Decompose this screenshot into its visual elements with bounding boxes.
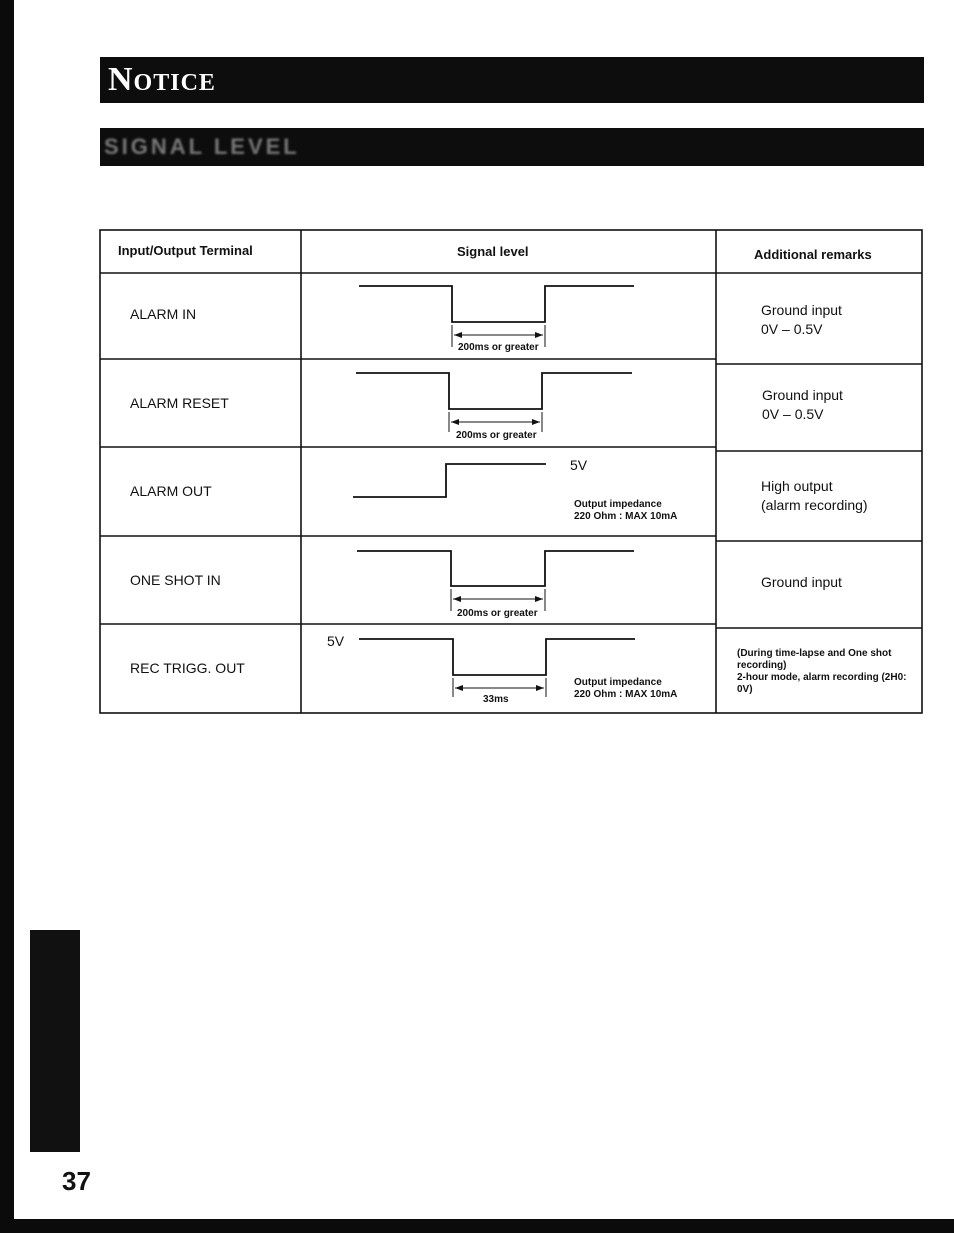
waveform-alarm-reset xyxy=(356,373,632,409)
page-title: Notice xyxy=(108,61,216,98)
signal-level-table xyxy=(99,229,923,715)
section-title: SIGNAL LEVEL xyxy=(104,134,300,159)
remark-alarm-out xyxy=(761,477,868,515)
voltage-rec-trigg-out: 5V xyxy=(327,633,345,649)
scan-edge-bottom xyxy=(0,1219,954,1233)
pulse-label-alarm-reset: 200ms or greater xyxy=(456,430,537,441)
remark-line: (alarm recording) xyxy=(761,497,868,513)
impedance-line: 220 Ohm : MAX 10mA xyxy=(574,511,678,522)
impedance-line: Output impedance xyxy=(574,499,662,510)
impedance-line: 220 Ohm : MAX 10mA xyxy=(574,689,678,700)
header-additional-remarks: Additional remarks xyxy=(754,247,872,262)
impedance-line: Output impedance xyxy=(574,677,662,688)
waveform-rec-trigg-out xyxy=(359,639,635,675)
impedance-alarm-out xyxy=(574,499,677,523)
terminal-alarm-reset: ALARM RESET xyxy=(130,395,229,411)
waveform-alarm-in xyxy=(359,286,634,322)
scan-edge-left xyxy=(0,0,14,1233)
pulse-label-alarm-in: 200ms or greater xyxy=(458,342,539,353)
terminal-alarm-out: ALARM OUT xyxy=(130,483,212,499)
terminal-rec-trigg-out: REC TRIGG. OUT xyxy=(130,660,245,676)
terminal-alarm-in: ALARM IN xyxy=(130,306,197,322)
remark-line: (During time-lapse and One shot recording) xyxy=(737,648,892,671)
remark-line: Ground input xyxy=(762,387,843,403)
impedance-rec-trigg-out xyxy=(574,677,677,701)
terminal-one-shot-in: ONE SHOT IN xyxy=(130,572,221,588)
section-title-bar xyxy=(100,128,924,166)
pulse-label-one-shot-in: 200ms or greater xyxy=(457,608,538,619)
remark-one-shot-in xyxy=(761,573,842,592)
remark-line: Ground input xyxy=(761,302,842,318)
remark-line: High output xyxy=(761,478,833,494)
side-tab-marker xyxy=(30,930,80,1152)
notice-title-bar xyxy=(100,57,924,103)
remark-alarm-reset xyxy=(762,386,843,424)
remark-line: Ground input xyxy=(761,574,842,590)
remark-line: 2-hour mode, alarm recording (2H0: 0V) xyxy=(737,672,907,695)
waveform-alarm-out xyxy=(353,464,546,497)
header-signal-level: Signal level xyxy=(457,244,529,259)
waveform-one-shot-in xyxy=(357,551,634,586)
remark-rec-trigg-out xyxy=(737,648,907,696)
remark-line: 0V – 0.5V xyxy=(761,321,823,337)
remark-alarm-in xyxy=(761,301,842,339)
voltage-alarm-out: 5V xyxy=(570,457,588,473)
pulse-label-rec-trigg-out: 33ms xyxy=(483,694,509,705)
header-terminal: Input/Output Terminal xyxy=(118,243,253,258)
remark-line: 0V – 0.5V xyxy=(762,406,824,422)
page-number: 37 xyxy=(62,1166,91,1196)
